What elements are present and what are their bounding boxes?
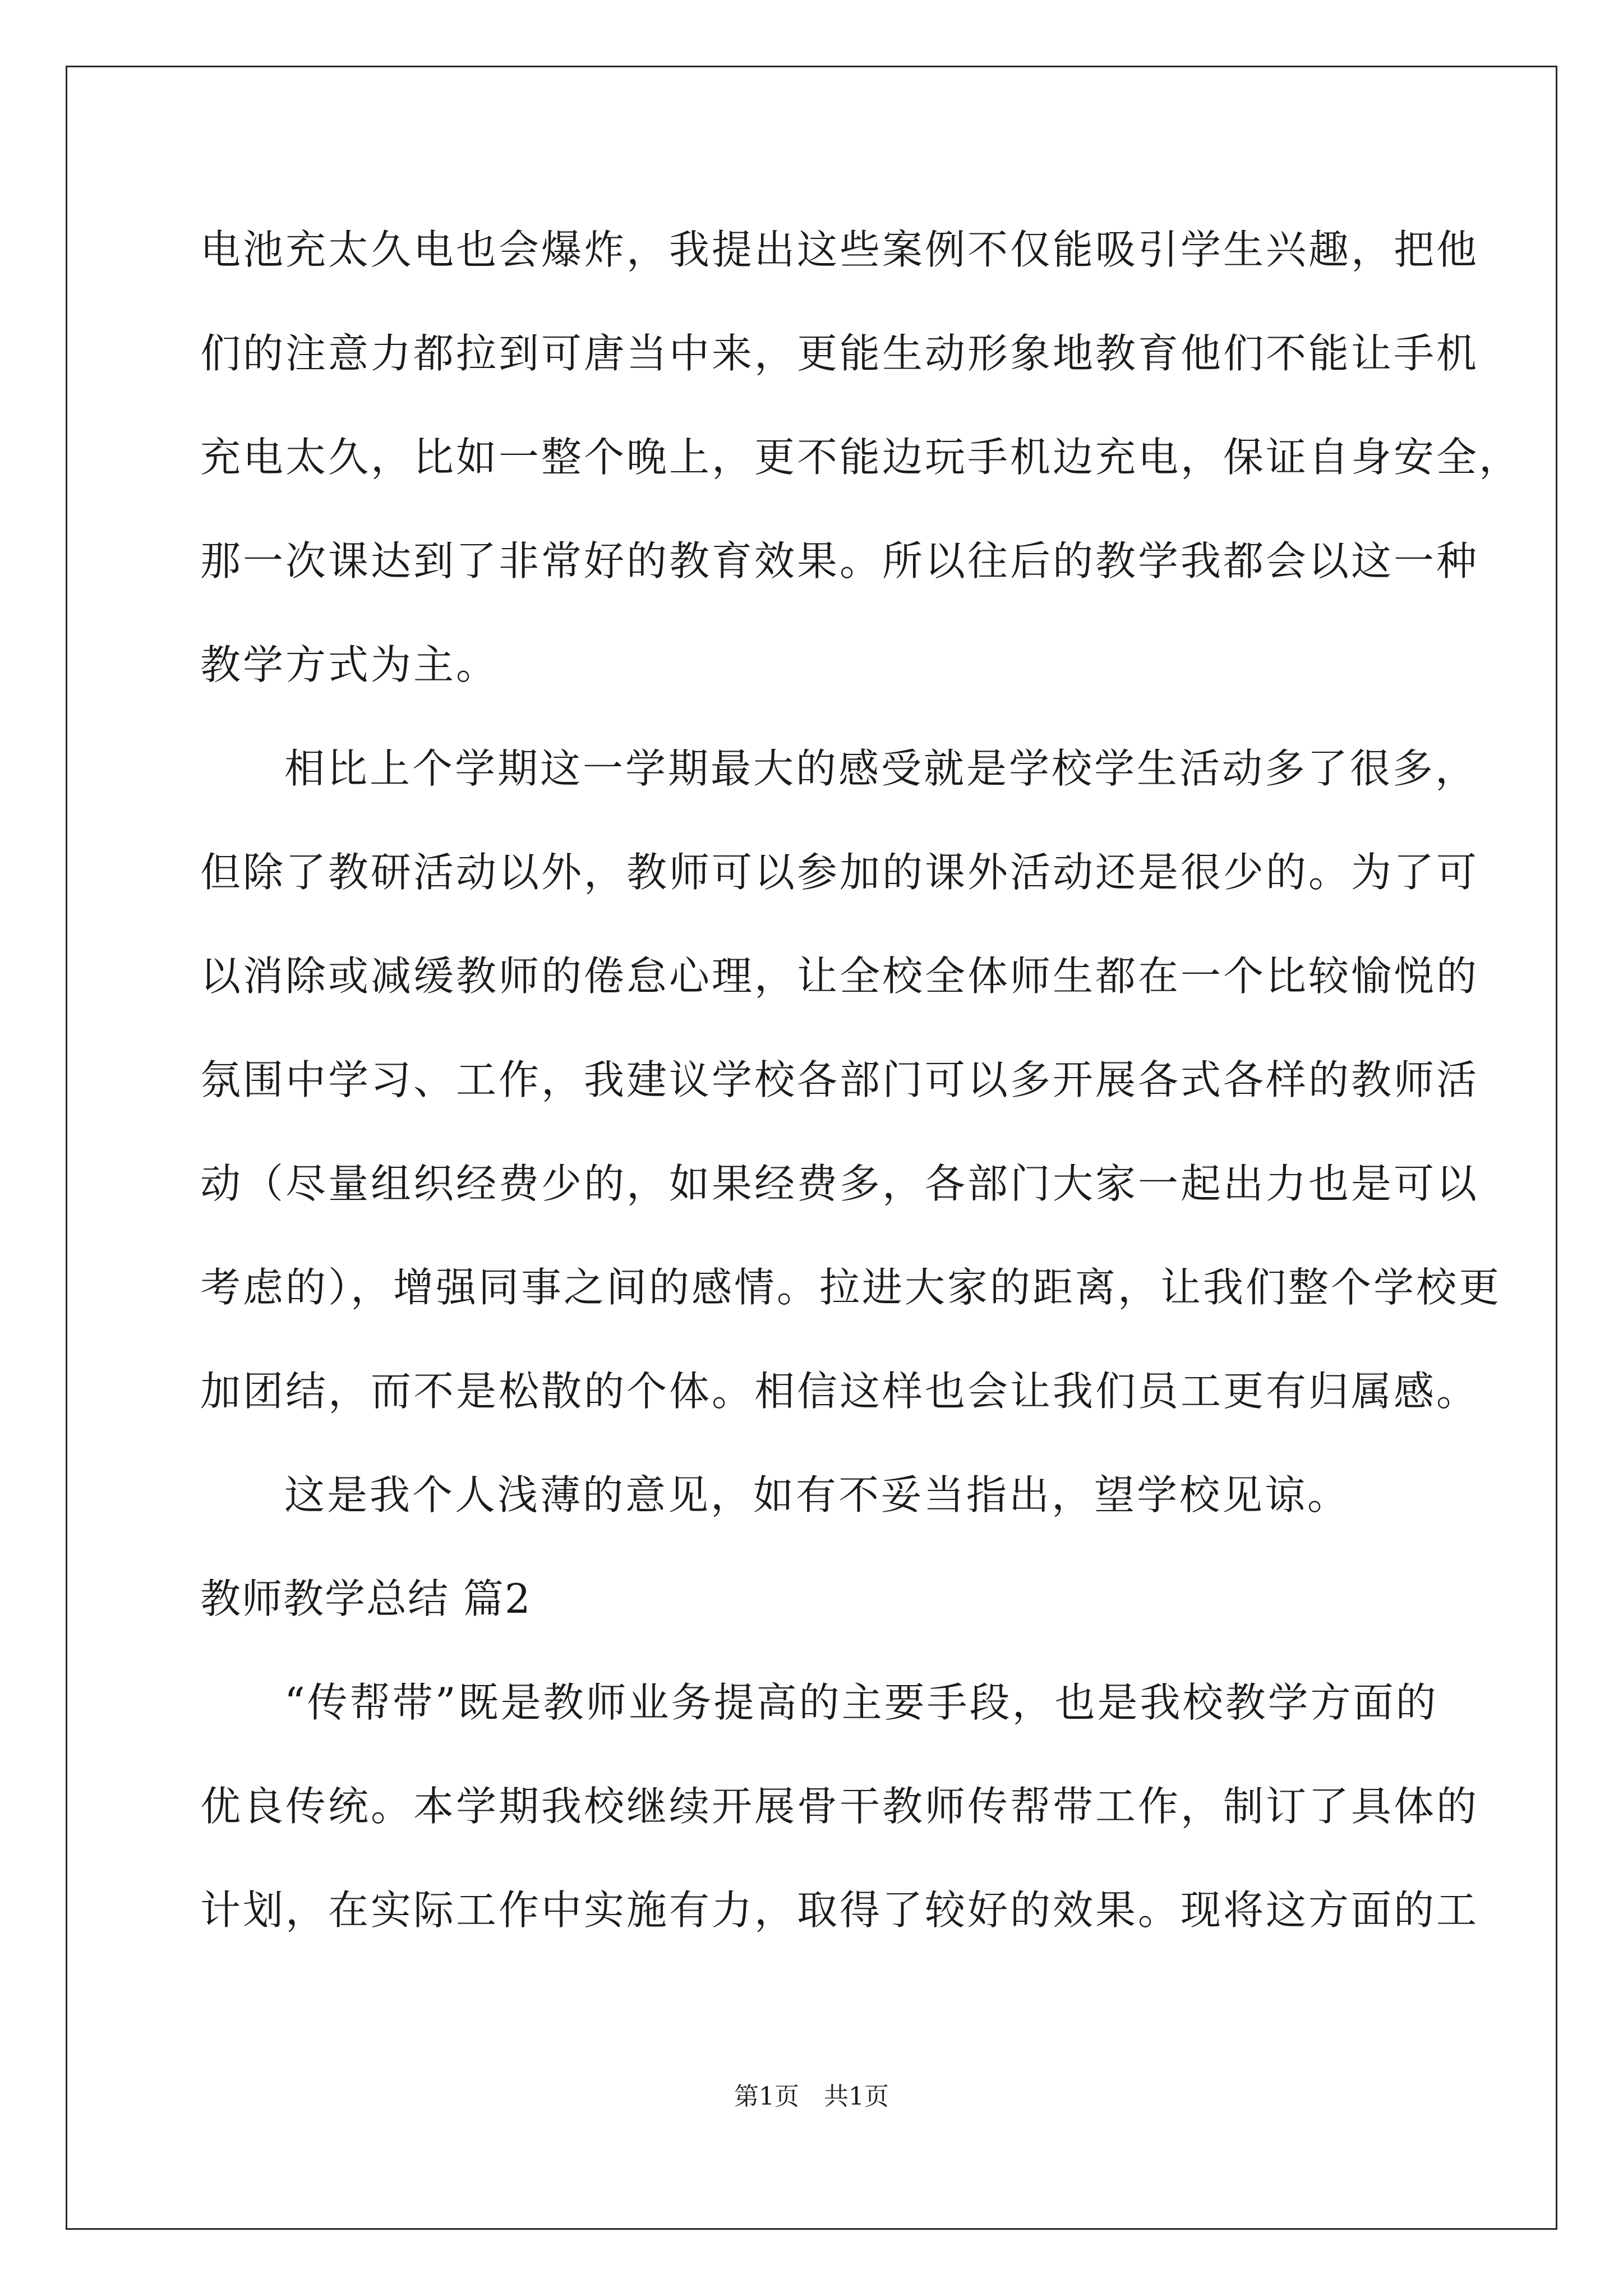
text-line: “传帮带”既是教师业务提高的主要手段，也是我校教学方面的 xyxy=(284,1679,1438,1726)
text-line: 充电太久，比如一整个晚上，更不能边玩手机边充电，保证自身安全， xyxy=(200,434,1522,481)
text-line: 电池充太久电也会爆炸，我提出这些案例不仅能吸引学生兴趣，把他 xyxy=(200,226,1479,273)
text-line: 氛围中学习、工作，我建议学校各部门可以多开展各式各样的教师活 xyxy=(200,1056,1479,1103)
page-footer: 第1页 共1页 xyxy=(734,2082,889,2111)
text-line: 相比上个学期这一学期最大的感受就是学校学生活动多了很多， xyxy=(284,745,1478,792)
text-line: 这是我个人浅薄的意见，如有不妥当指出，望学校见谅。 xyxy=(284,1471,1350,1519)
section-heading: 教师教学总结 篇2 xyxy=(200,1575,532,1622)
text-line: 以消除或减缓教师的倦怠心理，让全校全体师生都在一个比较愉悦的 xyxy=(200,953,1479,1000)
text-line: 考虑的），增强同事之间的感情。拉进大家的距离，让我们整个学校更 xyxy=(200,1264,1502,1311)
text-line: 动（尽量组织经费少的，如果经费多，各部门大家一起出力也是可以 xyxy=(200,1160,1479,1207)
text-line: 教学方式为主。 xyxy=(200,641,499,688)
text-line: 但除了教研活动以外，教师可以参加的课外活动还是很少的。为了可 xyxy=(200,849,1479,896)
text-line: 加团结，而不是松散的个体。相信这样也会让我们员工更有归属感。 xyxy=(200,1368,1479,1415)
text-line: 计划，在实际工作中实施有力，取得了较好的效果。现将这方面的工 xyxy=(200,1887,1479,1934)
text-line: 优良传统。本学期我校继续开展骨干教师传帮带工作，制订了具体的 xyxy=(200,1783,1479,1830)
document-body xyxy=(200,208,1522,1972)
text-line: 那一次课达到了非常好的教育效果。所以往后的教学我都会以这一种 xyxy=(200,537,1479,585)
text-line: 们的注意力都拉到可唐当中来，更能生动形象地教育他们不能让手机 xyxy=(200,330,1479,377)
